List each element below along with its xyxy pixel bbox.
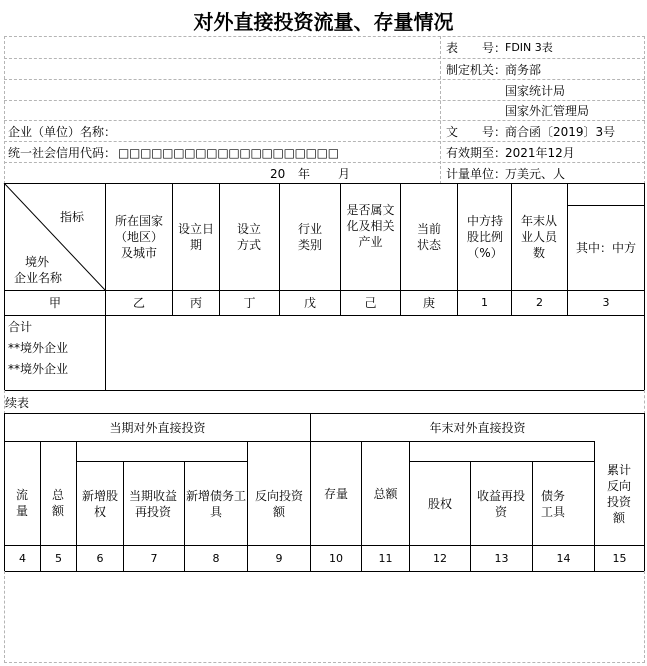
header-cultural-industry: 是否属文化及相关产业 (346, 202, 395, 249)
corner-label-overseas: 境外 (25, 255, 50, 269)
header-debt-instrument: 债务工具 (540, 488, 565, 519)
code-1: 1 (481, 296, 488, 309)
overseas-enterprise-row-2[interactable]: **境外企业 (8, 362, 69, 376)
overseas-enterprise-row-1[interactable]: **境外企业 (8, 341, 69, 355)
group-current-flow: 当期对外直接投资 (109, 420, 206, 435)
code-jia: 甲 (48, 296, 61, 310)
code-5: 5 (55, 551, 62, 565)
unit-label: 计量单位： (446, 167, 507, 181)
header-flow-total: 总额 (51, 488, 64, 518)
corner-label-enterprise-name: 企业名称 (14, 271, 63, 285)
code-11: 11 (378, 551, 393, 565)
header-current-status: 当前状态 (416, 222, 441, 252)
issuer-3: 国家外汇管理局 (505, 104, 590, 118)
code-13: 13 (494, 551, 509, 565)
header-employees: 年末从业人员数 (520, 214, 557, 260)
header-equity: 股权 (427, 496, 452, 511)
credit-code-boxes[interactable]: □□□□□□□□□□□□□□□□□□□□ (118, 146, 339, 160)
header-cumulative-reverse: 累计反向投资额 (606, 462, 631, 525)
group-year-end-stock: 年末对外直接投资 (429, 420, 526, 435)
code-geng: 庚 (422, 296, 435, 310)
header-new-debt: 新增债务工具 (186, 488, 247, 519)
code-15: 15 (612, 551, 627, 565)
code-ji: 己 (364, 296, 377, 310)
month-label: 月 (338, 167, 351, 181)
continued-label: 续表 (5, 396, 30, 410)
header-stock: 存量 (323, 486, 348, 501)
header-stock-total: 总额 (373, 486, 398, 501)
header-country-city: 所在国家（地区）及城市 (114, 214, 163, 260)
header-flow: 流量 (15, 488, 28, 518)
code-9: 9 (275, 551, 283, 565)
code-12: 12 (433, 551, 447, 565)
company-label: 企业（单位）名称： (8, 125, 117, 139)
header-setup-method: 设立方式 (236, 222, 261, 252)
code-wu: 戊 (303, 296, 316, 310)
code-yi: 乙 (132, 296, 145, 310)
year-prefix: 20 (270, 167, 286, 181)
doc-no: 商合函〔2019〕3号 (505, 125, 616, 139)
issuer-1: 商务部 (505, 63, 542, 77)
header-chinese-employees: 其中：中方 (575, 241, 636, 255)
table-no-label: 表 号： (446, 41, 507, 55)
total-label: 合计 (8, 320, 33, 334)
code-ding: 丁 (243, 296, 256, 310)
header-industry: 行业类别 (297, 222, 322, 252)
code-14: 14 (556, 551, 571, 565)
page-title: 对外直接投资流量、存量情况 (193, 10, 454, 34)
corner-label-indicator: 指标 (60, 210, 85, 224)
code-7: 7 (150, 551, 158, 565)
issuer-2: 国家统计局 (505, 84, 566, 98)
code-3: 3 (602, 296, 610, 309)
valid-date: 2021年12月 (505, 146, 575, 160)
code-2: 2 (536, 296, 543, 309)
code-bing: 丙 (189, 296, 202, 310)
code-8: 8 (212, 551, 220, 565)
header-new-equity: 新增股权 (82, 488, 119, 519)
header-setup-date: 设立日期 (178, 222, 215, 252)
header-stock-reinvest: 收益再投资 (477, 488, 526, 519)
header-current-reinvest: 当期收益再投资 (129, 488, 178, 519)
header-share-ratio: 中方持股比例（%） (466, 214, 503, 260)
issuer-label: 制定机关： (446, 63, 507, 77)
code-4: 4 (19, 551, 26, 565)
header-reverse-investment: 反向投资额 (254, 488, 303, 519)
continued-border-right (644, 390, 645, 414)
table-no: FDIN 3表 (505, 41, 553, 54)
credit-label: 统一社会信用代码： (8, 146, 117, 160)
valid-label: 有效期至： (446, 146, 507, 160)
code-10: 10 (329, 551, 343, 565)
code-6: 6 (96, 551, 104, 565)
doc-no-label: 文 号： (446, 125, 507, 139)
year-label: 年 (298, 167, 311, 181)
unit-value: 万美元、人 (505, 167, 566, 181)
